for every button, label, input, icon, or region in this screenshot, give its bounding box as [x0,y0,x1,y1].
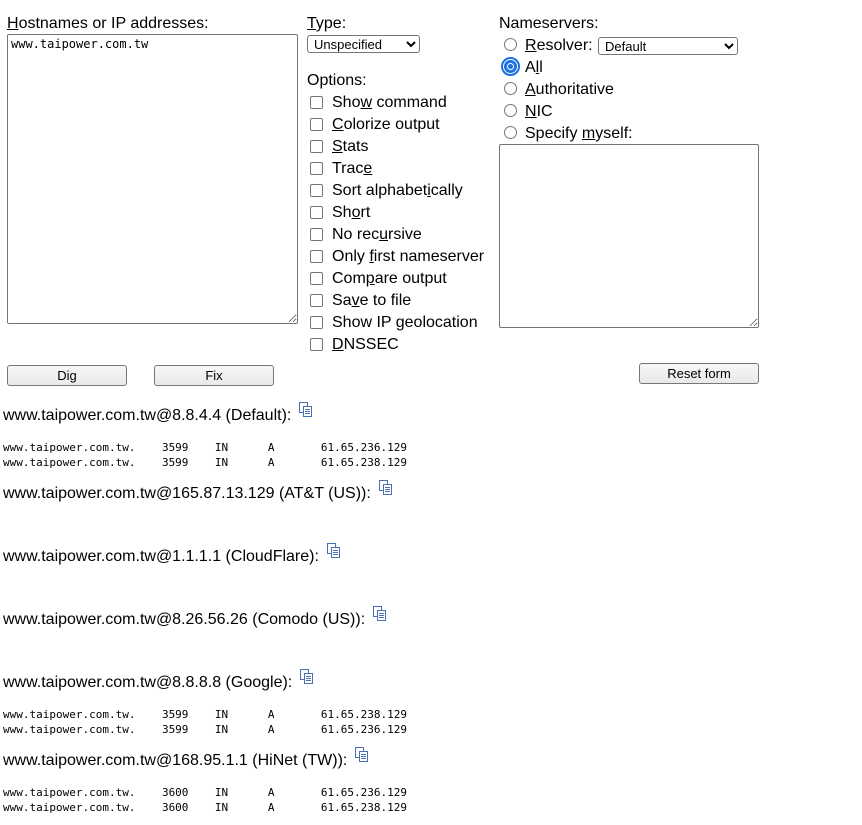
compare-output-checkbox[interactable] [310,272,323,285]
show-command-checkbox[interactable] [310,96,323,109]
colorize-output-label: Colorize output [332,116,440,133]
copy-icon[interactable] [299,402,313,417]
dnssec-label: DNSSEC [332,336,399,353]
resolver-radio[interactable] [504,38,517,51]
dig-button[interactable]: Dig [7,365,127,386]
result-records: www.taipower.com.tw. 3599 IN A 61.65.236.129 www.taipower.com.tw. 3599 IN A 61.65.238.129 [3,441,407,469]
copy-icon[interactable] [300,669,314,684]
type-label: Type: [307,15,347,32]
result-records: www.taipower.com.tw. 3599 IN A 61.65.238.129 www.taipower.com.tw. 3599 IN A 61.65.236.129 [3,708,407,736]
short-checkbox[interactable] [310,206,323,219]
compare-output-label: Compare output [332,270,447,287]
fix-button[interactable]: Fix [154,365,274,386]
all-radio[interactable] [504,60,517,73]
authoritative-radio[interactable] [504,82,517,95]
result-title: www.taipower.com.tw@1.1.1.1 (CloudFlare): [3,547,341,566]
trace-label: Trace [332,160,373,177]
show-ip-geolocation-label: Show IP geolocation [332,314,478,331]
result-title: www.taipower.com.tw@168.95.1.1 (HiNet (TW)): [3,751,369,770]
all-label: All [525,59,543,76]
nameservers-input[interactable] [499,144,759,328]
stats-checkbox[interactable] [310,140,323,153]
no-recursive-label: No recursive [332,226,422,243]
save-to-file-checkbox[interactable] [310,294,323,307]
reset-form-button[interactable]: Reset form [639,363,759,384]
only-first-nameserver-label: Only first nameserver [332,248,485,265]
resolver-select[interactable] [598,37,738,55]
copy-icon[interactable] [355,747,369,762]
result-title: www.taipower.com.tw@8.26.56.26 (Comodo (US)): [3,610,387,629]
sort-alphabetically-label: Sort alphabetically [332,182,463,199]
resolver-label: Resolver: [525,37,593,54]
nic-label: NIC [525,103,553,120]
specify-myself-label: Specify myself: [525,125,633,142]
dnssec-checkbox[interactable] [310,338,323,351]
only-first-nameserver-checkbox[interactable] [310,250,323,263]
authoritative-label: Authoritative [525,81,614,98]
type-select[interactable] [307,35,420,53]
copy-icon[interactable] [327,543,341,558]
hostnames-label: Hostnames or IP addresses: [7,15,209,32]
result-title: www.taipower.com.tw@165.87.13.129 (AT&T (US)): [3,484,393,503]
copy-icon[interactable] [373,606,387,621]
nic-radio[interactable] [504,104,517,117]
no-recursive-checkbox[interactable] [310,228,323,241]
show-command-label: Show command [332,94,447,111]
save-to-file-label: Save to file [332,292,412,309]
result-title: www.taipower.com.tw@8.8.8.8 (Google): [3,673,314,692]
specify-myself-radio[interactable] [504,126,517,139]
trace-checkbox[interactable] [310,162,323,175]
show-ip-geolocation-checkbox[interactable] [310,316,323,329]
result-title: www.taipower.com.tw@8.8.4.4 (Default): [3,406,313,425]
result-records: www.taipower.com.tw. 3600 IN A 61.65.236.129 www.taipower.com.tw. 3600 IN A 61.65.238.129 [3,786,407,814]
stats-label: Stats [332,138,369,155]
nameservers-label: Nameservers: [499,15,599,32]
options-label: Options: [307,72,367,89]
hostnames-input[interactable] [7,34,298,324]
sort-alphabetically-checkbox[interactable] [310,184,323,197]
copy-icon[interactable] [379,480,393,495]
short-label: Short [332,204,371,221]
colorize-output-checkbox[interactable] [310,118,323,131]
